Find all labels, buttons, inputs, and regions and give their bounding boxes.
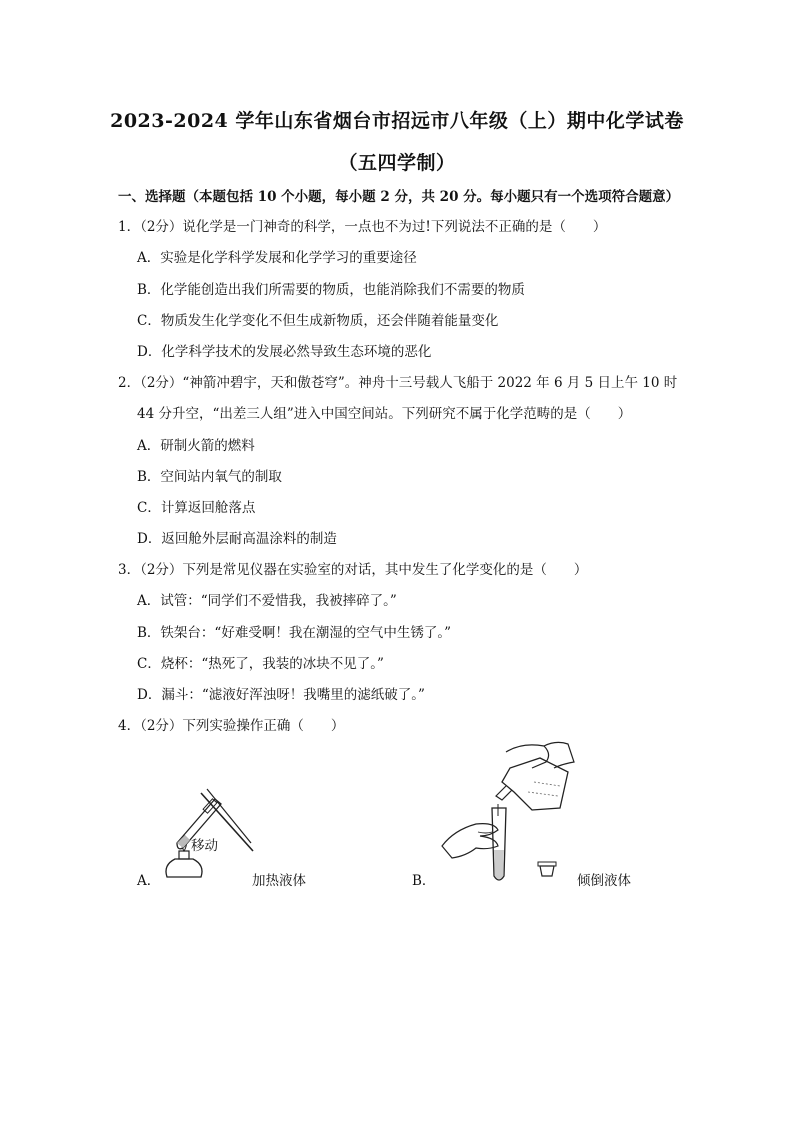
- question-3-option-c: C．烧杯：“热死了，我装的冰块不见了。”: [137, 656, 384, 672]
- question-4-stem: 4．（2分）下列实验操作正确（ ）: [118, 718, 345, 734]
- page-title: 2023-2024 学年山东省烟台市招远市八年级（上）期中化学试卷: [110, 110, 684, 132]
- figure-a-letter: A．: [137, 873, 161, 889]
- pouring-liquid-figure: [436, 738, 576, 888]
- figure-b-caption: 倾倒液体: [577, 873, 631, 889]
- figure-a-label: 移动: [191, 838, 218, 854]
- figure-b-letter: B．: [412, 873, 436, 889]
- figure-a-caption: 加热液体: [252, 873, 306, 889]
- question-2-stem: 2．（2分）“神箭冲碧宇，天和傲苍穹”。神舟十三号载人飞船于 2022 年 6 月 5 日上午 10 时: [118, 375, 678, 391]
- question-3-option-b: B．铁架台：“好难受啊！我在潮湿的空气中生锈了。”: [137, 625, 451, 641]
- question-1-option-a: A．实验是化学科学发展和化学学习的重要途径: [137, 250, 417, 266]
- question-3-stem: 3．（2分）下列是常见仪器在实验室的对话，其中发生了化学变化的是（ ）: [118, 562, 588, 578]
- question-2-option-a: A．研制火箭的燃料: [137, 438, 255, 454]
- question-3-option-d: D．漏斗：“滤液好浑浊呀！我嘴里的滤纸破了。”: [137, 687, 425, 703]
- question-2-option-c: C．计算返回舱落点: [137, 500, 256, 516]
- question-2-option-b: B．空间站内氧气的制取: [137, 469, 282, 485]
- question-2-option-d: D．返回舱外层耐高温涂料的制造: [137, 531, 337, 547]
- question-1-option-d: D．化学科学技术的发展必然导致生态环境的恶化: [137, 344, 432, 360]
- question-1-option-c: C．物质发生化学变化不但生成新物质，还会伴随着能量变化: [137, 313, 499, 329]
- page-subtitle: （五四学制）: [338, 152, 456, 174]
- question-1-stem: 1．（2分）说化学是一门神奇的科学，一点也不为过!下列说法不正确的是（ ）: [118, 219, 607, 235]
- section-heading: 一、选择题（本题包括 10 个小题，每小题 2 分，共 20 分。每小题只有一个选项符合题意）: [118, 189, 680, 205]
- question-3-option-a: A．试管：“同学们不爱惜我，我被摔碎了。”: [137, 593, 397, 609]
- question-2-stem-cont: 44 分升空，“出差三人组”进入中国空间站。下列研究不属于化学范畴的是（ ）: [137, 406, 632, 422]
- question-1-option-b: B．化学能创造出我们所需要的物质，也能消除我们不需要的物质: [137, 282, 525, 298]
